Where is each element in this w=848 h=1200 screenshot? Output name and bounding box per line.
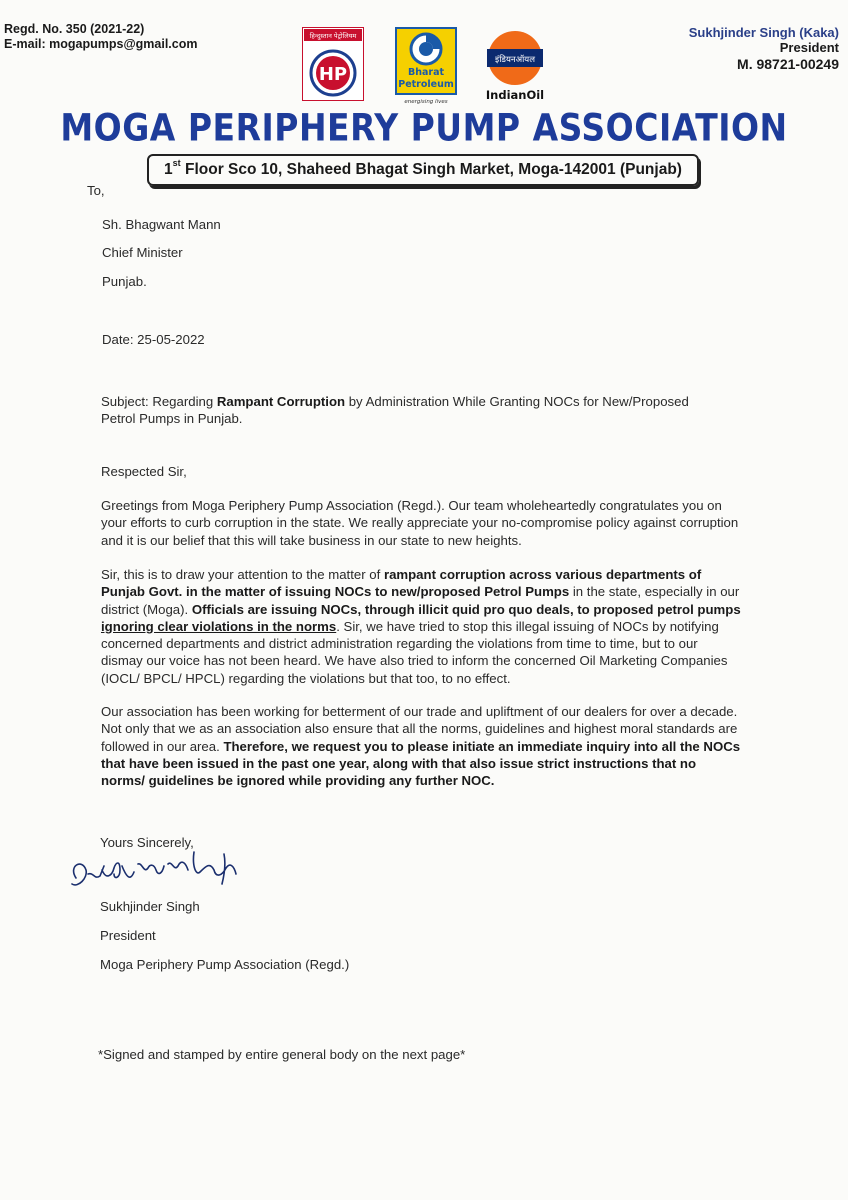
hp-hindi-text: हिन्दुस्तान पेट्रोलियम (309, 32, 357, 40)
closing-title: President (100, 928, 156, 943)
ioc-hindi-text: इंडियनऑयल (495, 55, 535, 65)
mobile-number: M. 98721-00249 (737, 56, 839, 72)
hp-text: HP (318, 64, 348, 85)
header-right (689, 25, 839, 72)
p2-e: ignoring clear violations in the norms (101, 618, 337, 634)
bp-line2: Petroleum (398, 79, 454, 90)
letter-date: Date: 25-05-2022 (102, 332, 205, 347)
paragraph-1: Greetings from Moga Periphery Pump Association (Regd.). Our team wholeheartedly congratulates you on your efforts to curb corruption in the state. We really appreciate your no-compromise policy against corruption and it is our belief that this will take business in our state to new heights. (101, 498, 739, 548)
p2-d: Officials are issuing NOCs, through illicit quid pro quo deals, to proposed petrol pumps (191, 601, 741, 617)
p2-c: in the state, especially in our district (Moga). (101, 584, 740, 617)
address-text: Floor Sco 10, Shaheed Bhagat Singh Market, Moga-142001 (Punjab) (180, 161, 682, 178)
p2-a: Sir, this is to draw your attention to the matter of (101, 567, 384, 582)
p2-f: . Sir, we have tried to stop this illegal issuing of NOCs by notifying concerned departments and district administration regarding the violations from time to time, but to our dismay our voice has not been heard. We have also tried to inform the concerned Oil Marketing Companies (IOCL/ BPCL/ HPCL) regarding the violations but that too, to no effect. (101, 618, 728, 686)
subject-bold: Rampant Corruption (216, 394, 346, 409)
signature (64, 836, 254, 901)
p2-b: rampant corruption across various departments of Punjab Govt. in the matter of issuing NOCs to new/proposed Petrol Pumps (101, 567, 702, 600)
organization-title: MOGA PERIPHERY PUMP ASSOCIATION (60, 105, 788, 150)
header-left (4, 22, 197, 52)
address-sup: st (172, 158, 181, 168)
hp-logo (302, 27, 364, 101)
paragraph-2 (101, 566, 741, 687)
salutation: Respected Sir, (101, 464, 187, 479)
ioc-text: IndianOil (485, 88, 545, 102)
p3-b: Therefore, we request you to please initiate an immediate inquiry into all the NOCs that have been issued in the past one year, along with that also issue strict instructions that no norms/ guidelines be ignored while providing any further NOC. (101, 738, 741, 789)
indianoil-logo (483, 30, 547, 102)
footnote: *Signed and stamped by entire general body on the next page* (98, 1047, 466, 1062)
regd-number: Regd. No. 350 (2021-22) (4, 22, 145, 36)
recipient-state: Punjab. (102, 274, 147, 289)
bp-tagline: energising lives (404, 99, 448, 105)
bp-line1: Bharat (407, 67, 445, 78)
bharat-petroleum-logo (395, 27, 457, 107)
to-label: To, (87, 183, 105, 198)
signature-graphic (64, 836, 254, 896)
address-box (147, 154, 699, 186)
closing-name: Sukhjinder Singh (100, 899, 200, 914)
closing-org: Moga Periphery Pump Association (Regd.) (100, 957, 350, 972)
subject-line (101, 393, 691, 428)
recipient-name: Sh. Bhagwant Mann (102, 217, 221, 232)
president-title: President (779, 40, 839, 55)
p3-a: Our association has been working for betterment of our trade and upliftment of our dealers for over a decade. Not only that we as an association also ensure that all the norms, guidelines and highest moral standards are followed in our area. (101, 704, 738, 754)
subject-suffix: by Administration While Granting NOCs for New/Proposed Petrol Pumps in Punjab. (101, 394, 689, 427)
president-name: Sukhjinder Singh (Kaka) (688, 25, 839, 40)
recipient-title: Chief Minister (102, 245, 183, 260)
paragraph-3 (101, 703, 741, 789)
email: E-mail: mogapumps@gmail.com (4, 37, 198, 51)
subject-prefix: Subject: Regarding (101, 394, 217, 409)
closing-yours: Yours Sincerely, (100, 835, 194, 850)
address-floor: 1 (164, 161, 173, 178)
